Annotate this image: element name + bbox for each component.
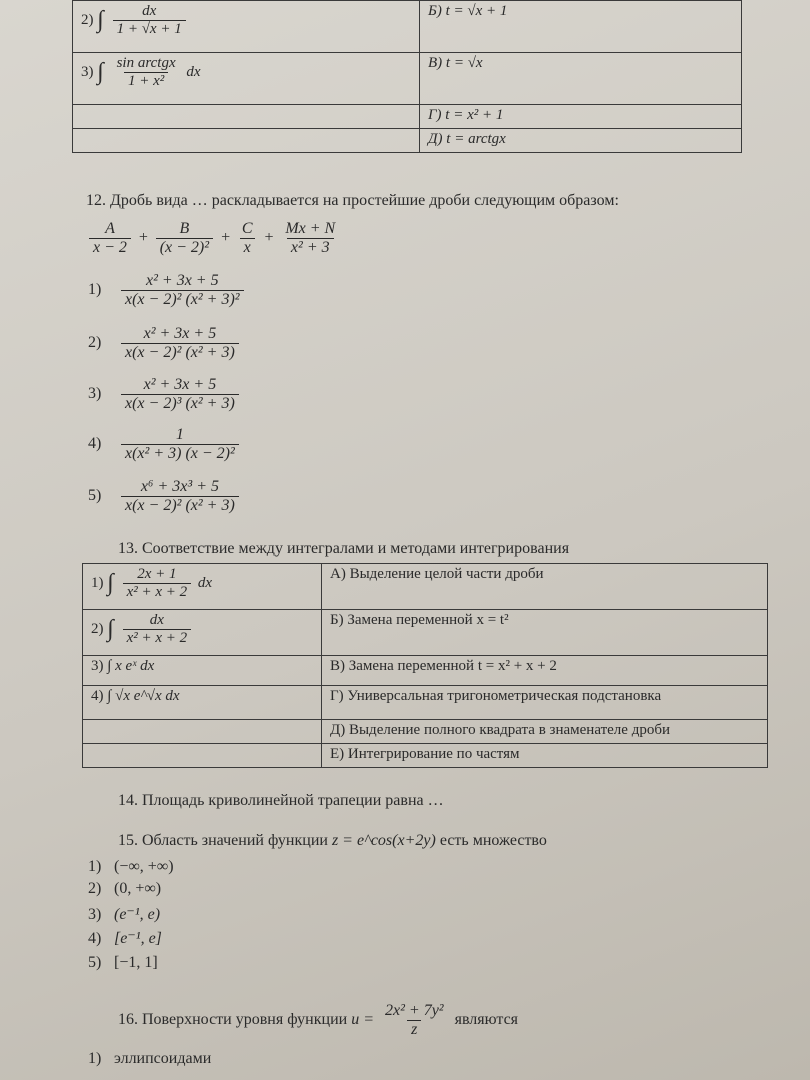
table-row [83,744,768,768]
table-cell [73,53,420,105]
table-cell [73,1,420,53]
plus-sign: + [263,229,275,247]
q15-option-2[interactable] [88,880,161,898]
denominator: z [407,1020,421,1039]
question-12-title: 12. Дробь вида … раскладывается на простейшие дроби следующим образом: [86,192,619,209]
q15-option-3[interactable] [88,904,160,924]
table-cell [83,686,322,720]
integral-sign: ∫ [97,59,104,85]
option-label: 5) [88,954,102,971]
table-cell: Б) t = √x + 1 [420,1,742,53]
numerator: 1 [175,426,184,443]
q16-option-1[interactable] [88,1050,211,1068]
numerator: x² + 3x + 5 [143,325,217,342]
table-cell [73,105,420,129]
option-label: 2) [88,880,102,897]
denominator: x(x − 2)³ (x² + 3) [121,394,239,413]
denominator: x − 2 [89,238,131,257]
table-cell: Г) t = x² + 1 [420,105,742,129]
q15-option-5[interactable] [88,954,158,972]
table-cell: Д) Выделение полного квадрата в знаменателе дроби [322,720,768,744]
option-label: 2) [88,334,102,352]
denominator: (x − 2)² [156,238,213,257]
q12-option-1[interactable] [88,272,247,309]
table-row [73,129,742,153]
question-text: 15. Область значений функции [118,832,328,849]
integral-sign: ∫ [107,570,114,596]
denominator: x [240,238,255,257]
integral-sign: ∫ [97,7,104,33]
option-label: 1) [88,858,102,875]
question-15-title [118,832,547,850]
numerator: sin arctgx [116,55,176,71]
integral-expression: ∫ x eˣ dx [107,658,155,674]
plus-sign: + [220,229,231,247]
option-label: 4) [88,435,102,453]
table-cell: Г) Универсальная тригонометрическая подстановка [322,686,768,720]
table-cell: А) Выделение целой части дроби [322,564,768,610]
option-text: (−∞, +∞) [114,858,174,875]
denominator: 1 + x² [124,72,168,90]
table-cell: В) Замена переменной t = x² + x + 2 [322,656,768,686]
option-text: [−1, 1] [114,954,158,971]
matching-table-top [72,0,742,153]
numerator: Mx + N [285,220,336,237]
numerator: B [179,220,190,237]
table-row [83,686,768,720]
function-lhs: u = [351,1011,374,1029]
numerator: A [105,220,115,237]
partial-fraction-decomposition [86,220,342,257]
table-cell: В) t = √x [420,53,742,105]
q12-option-3[interactable] [88,376,242,413]
question-13-title: 13. Соответствие между интегралами и методами интегрирования [118,540,570,557]
numerator: dx [142,3,157,19]
option-label: 1) [88,1050,102,1067]
denominator: x(x² + 3) (x − 2)² [121,444,239,463]
denominator: x² + x + 2 [123,583,192,601]
row-label: 2) [81,11,94,28]
q12-option-5[interactable] [88,478,242,515]
option-label: 3) [88,385,102,403]
option-text: эллипсоидами [114,1050,212,1067]
plus-sign: + [137,229,149,247]
table-cell [83,720,322,744]
row-label: 2) [91,620,104,637]
row-label: 3) [91,658,104,674]
q15-option-4[interactable] [88,928,162,948]
question-text: есть множество [439,832,547,849]
table-cell [83,564,322,610]
option-text: [e⁻¹, e] [114,930,162,947]
option-label: 1) [88,281,102,299]
table-cell [83,656,322,686]
question-text: 16. Поверхности уровня функции [118,1011,348,1029]
table-cell: Д) t = arctgx [420,129,742,153]
table-row [73,105,742,129]
table-row [83,720,768,744]
table-row [83,656,768,686]
denominator: x(x − 2)² (x² + 3) [121,343,239,362]
matching-table-q13 [82,563,768,768]
numerator: x² + 3x + 5 [143,376,217,393]
question-14-title: 14. Площадь криволинейной трапеции равна … [118,792,444,809]
numerator: C [241,220,253,237]
numerator: dx [149,612,164,628]
row-label: 3) [81,63,94,80]
denominator: x(x − 2)² (x² + 3) [121,496,239,515]
numerator: 2x² + 7y² [385,1002,444,1019]
denominator: x² + x + 2 [123,629,192,647]
option-label: 5) [88,487,102,505]
option-label: 3) [88,906,102,923]
question-text: являются [454,1011,519,1029]
integral-expression: ∫ √x e^√x dx [107,688,180,704]
table-cell [83,744,322,768]
numerator: 2x + 1 [137,566,177,582]
table-cell [73,129,420,153]
numerator: x⁶ + 3x³ + 5 [140,478,219,495]
table-row [83,564,768,610]
differential: dx [186,63,201,80]
table-row [83,610,768,656]
question-16-title [118,1002,518,1039]
q15-option-1[interactable] [88,858,174,876]
row-label: 4) [91,688,104,704]
function-formula: z = e^cos(x+2y) [331,832,436,849]
q12-option-2[interactable] [88,325,242,362]
table-cell: Е) Интегрирование по частям [322,744,768,768]
numerator: x² + 3x + 5 [146,272,219,289]
denominator: x² + 3 [287,238,334,257]
option-text: (e⁻¹, e) [114,906,161,923]
table-row [73,53,742,105]
denominator: x(x − 2)² (x² + 3)² [121,290,244,309]
denominator: 1 + √x + 1 [113,20,186,38]
table-cell [83,610,322,656]
table-row [73,1,742,53]
integral-sign: ∫ [107,616,114,642]
q12-option-4[interactable] [88,426,242,463]
row-label: 1) [91,574,104,591]
fraction [113,55,180,90]
table-cell: Б) Замена переменной x = t² [322,610,768,656]
fraction [113,3,186,38]
differential: dx [197,574,213,591]
option-label: 4) [88,930,102,947]
option-text: (0, +∞) [114,880,162,897]
